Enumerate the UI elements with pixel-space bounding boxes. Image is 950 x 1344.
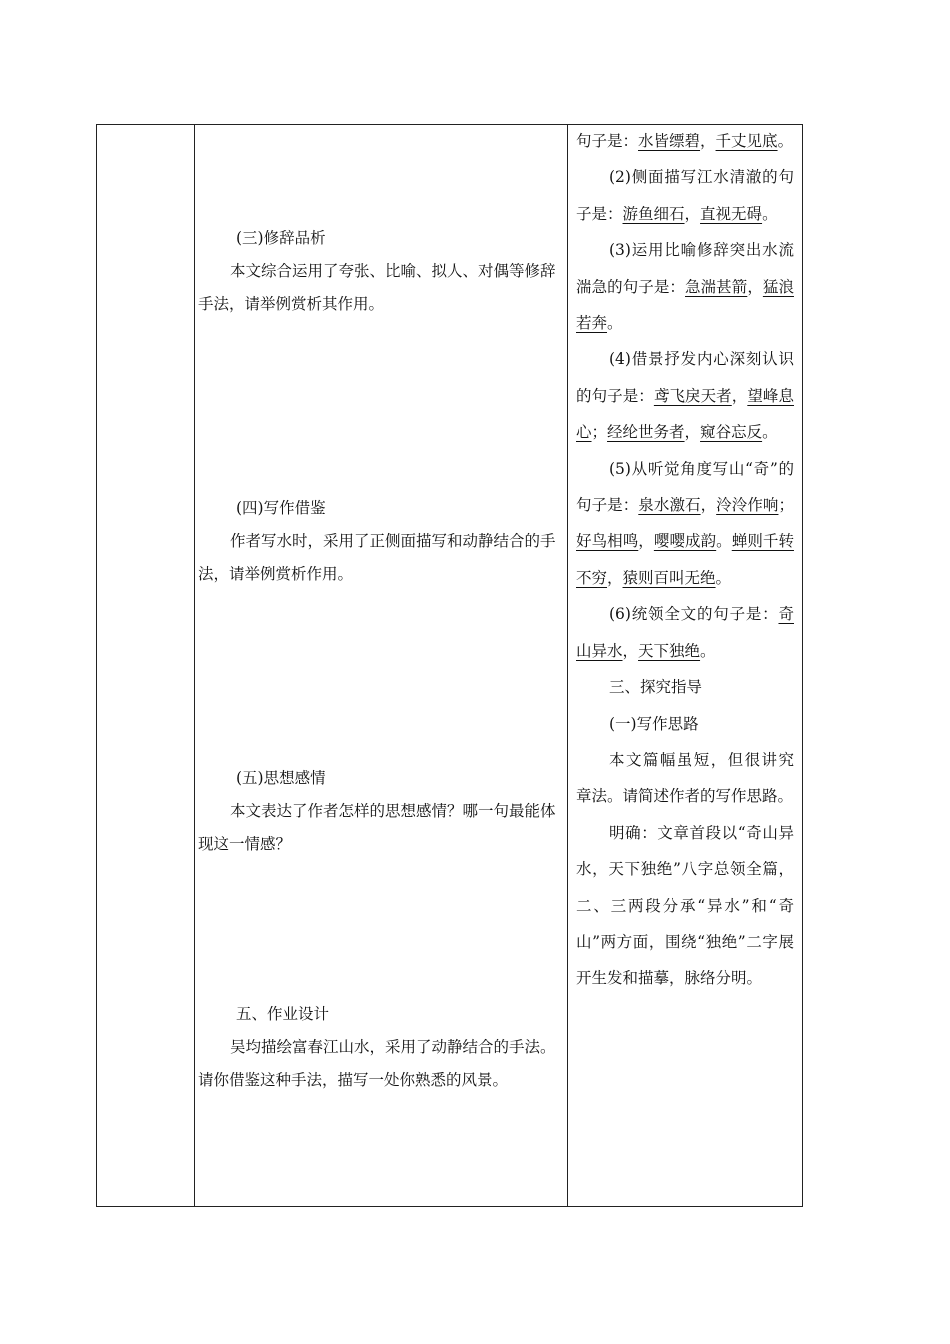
quote: 泉水激石 <box>638 496 701 515</box>
answer-6: (6)统领全文的句子是：奇山异水，天下独绝。 <box>576 605 794 660</box>
quote: 急湍甚箭 <box>685 277 748 296</box>
quote: 蝉则千转不穷 <box>576 532 794 587</box>
quote: 直视无碍 <box>700 204 763 223</box>
section-body: 本文表达了作者怎样的思想感情？哪一句最能体现这一情感？ <box>198 802 556 853</box>
quote: 泠泠作响 <box>716 496 779 515</box>
answer-3: (3)运用比喻修辞突出水流湍急的句子是：急湍甚箭，猛浪若奔。 <box>576 241 794 333</box>
answer-5: (5)从听觉角度写山“奇”的句子是：泉水激石，泠泠作响；好鸟相鸣，嘤嘤成韵。蝉则千转不穷，猿则百叫无绝。 <box>576 459 794 587</box>
section-feelings <box>198 762 560 861</box>
answer-4: (4)借景抒发内心深刻认识的句子是：鸢飞戾天者，望峰息心；经纶世务者，窥谷忘反。 <box>576 350 794 442</box>
section-writing <box>198 492 560 591</box>
quote: 千丈见底 <box>715 132 778 150</box>
subsection-heading: (一)写作思路 <box>609 714 699 733</box>
section-rhetoric <box>198 222 560 321</box>
quote: 嘤嘤成韵 <box>653 532 717 551</box>
section-heading: (五)思想感情 <box>236 769 326 787</box>
answer-1: 句子是：水皆缥碧，千丈见底。 <box>576 132 794 150</box>
section-homework <box>198 998 560 1097</box>
answer-text: 明确：文章首段以“奇山异水，天下独绝”八字总领全篇，二、三两段分承“异水”和“奇山”两方面，围绕“独绝”二字展开生发和描摹，脉络分明。 <box>576 823 794 988</box>
section-heading: (三)修辞品析 <box>236 229 326 247</box>
quote: 好鸟相鸣 <box>576 532 639 551</box>
quote: 经纶世务者 <box>607 423 685 442</box>
quote: 猛浪若奔 <box>576 277 794 333</box>
section-heading: (四)写作借鉴 <box>236 499 326 517</box>
quote: 鸢飞戾天者 <box>653 386 732 405</box>
answer-column <box>576 123 794 997</box>
section-body: 作者写水时，采用了正侧面描写和动静结合的手法，请举例赏析作用。 <box>198 532 556 583</box>
column-divider-2 <box>567 124 568 1207</box>
quote: 猿则百叫无绝 <box>622 568 716 587</box>
quote: 天下独绝 <box>638 641 701 660</box>
section-body: 本文综合运用了夸张、比喻、拟人、对偶等修辞手法，请举例赏析其作用。 <box>198 262 556 313</box>
question-text: 本文篇幅虽短，但很讲究章法。请简述作者的写作思路。 <box>576 750 794 806</box>
section-heading: 三、探究指导 <box>609 678 703 697</box>
answer-2: (2)侧面描写江水清澈的句子是：游鱼细石，直视无碍。 <box>576 168 794 223</box>
quote: 望峰息心 <box>576 386 794 442</box>
section-body: 吴均描绘富春江山水，采用了动静结合的手法。请你借鉴这种手法，描写一处你熟悉的风景。 <box>198 1038 556 1089</box>
quote: 窥谷忘反 <box>700 423 763 442</box>
column-divider-1 <box>194 124 195 1207</box>
quote: 奇山异水 <box>576 605 794 660</box>
quote: 游鱼细石 <box>622 204 685 223</box>
quote: 水皆缥碧 <box>638 132 701 150</box>
section-heading: 五、作业设计 <box>236 1005 330 1023</box>
